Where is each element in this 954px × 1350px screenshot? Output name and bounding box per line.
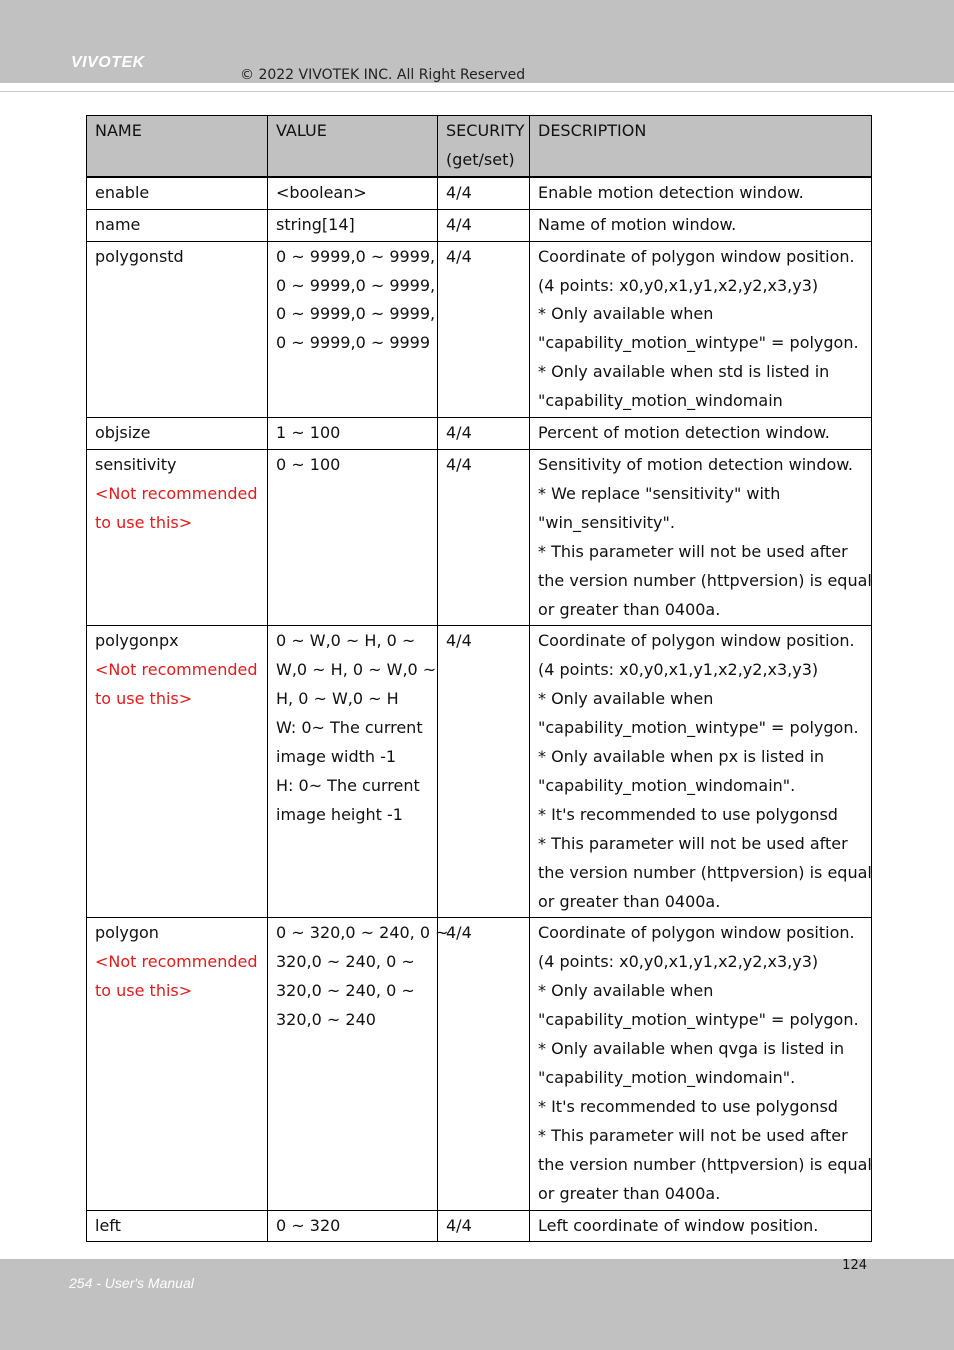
param-value-cell xyxy=(268,1210,438,1242)
param-security: 4/4 xyxy=(446,454,472,474)
param-security-cell xyxy=(438,418,530,450)
param-value: 320,0 ~ 240 xyxy=(276,1010,376,1030)
column-header-security-line: SECURITY xyxy=(446,121,525,140)
param-description-cell xyxy=(530,449,872,625)
param-name: objsize xyxy=(95,423,151,443)
param-description: Left coordinate of window position. xyxy=(538,1215,819,1235)
table-row xyxy=(87,449,872,625)
param-description: * This parameter will not be used after xyxy=(538,541,848,561)
table-row xyxy=(87,626,872,918)
param-value: W,0 ~ H, 0 ~ W,0 ~ xyxy=(276,660,437,680)
param-name: polygonpx xyxy=(95,631,179,651)
param-name: polygonstd xyxy=(95,246,184,266)
param-name: name xyxy=(95,214,141,234)
param-security-cell xyxy=(438,626,530,918)
param-description: Percent of motion detection window. xyxy=(538,423,830,443)
param-description: the version number (httpversion) is equal xyxy=(538,862,872,882)
param-description: "capability_motion_windomain". xyxy=(538,775,796,795)
param-description-cell xyxy=(530,177,872,209)
param-security-cell xyxy=(438,241,530,417)
param-description: "capability_motion_windomain xyxy=(538,391,783,411)
table-row xyxy=(87,209,872,241)
param-security: 4/4 xyxy=(446,631,472,651)
param-description: * Only available when xyxy=(538,689,714,709)
param-description: (4 points: x0,y0,x1,y1,x2,y2,x3,y3) xyxy=(538,952,819,972)
param-value: H: 0~ The current xyxy=(276,775,420,795)
table-row xyxy=(87,918,872,1210)
not-recommended-note: <Not recommended xyxy=(95,660,258,680)
param-value: 0 ~ 320 xyxy=(276,1215,341,1235)
param-security: 4/4 xyxy=(446,214,472,234)
param-name: left xyxy=(95,1215,121,1235)
param-value-cell xyxy=(268,918,449,1210)
param-value: image height -1 xyxy=(276,804,403,824)
param-value: 320,0 ~ 240, 0 ~ xyxy=(276,981,415,1001)
param-description-cell xyxy=(530,241,872,417)
param-security-cell xyxy=(438,209,530,241)
param-value: 0 ~ W,0 ~ H, 0 ~ xyxy=(276,631,416,651)
not-recommended-note: to use this> xyxy=(95,689,193,709)
footer-band xyxy=(0,1259,954,1350)
table-header-row xyxy=(87,116,872,177)
param-name: polygon xyxy=(95,923,159,943)
param-description: the version number (httpversion) is equal xyxy=(538,570,872,590)
brand-logo: VIVOTEK xyxy=(71,54,145,71)
param-value-cell xyxy=(268,177,438,209)
param-value-cell xyxy=(268,449,438,625)
param-security: 4/4 xyxy=(446,1215,472,1235)
manual-label: 254 - User's Manual xyxy=(69,1275,194,1291)
param-description: * Only available when xyxy=(538,304,714,324)
param-description: * Only available when qvga is listed in xyxy=(538,1039,845,1059)
param-security: 4/4 xyxy=(446,423,472,443)
param-description: or greater than 0400a. xyxy=(538,1183,721,1203)
param-description: * We replace "sensitivity" with xyxy=(538,483,781,503)
param-security-cell xyxy=(438,1210,530,1242)
not-recommended-note: <Not recommended xyxy=(95,483,258,503)
param-description: Coordinate of polygon window position. xyxy=(538,246,855,266)
param-description: (4 points: x0,y0,x1,y1,x2,y2,x3,y3) xyxy=(538,660,819,680)
parameter-table xyxy=(86,115,872,1242)
param-security: 4/4 xyxy=(446,246,472,266)
param-value: 0 ~ 100 xyxy=(276,454,341,474)
param-description: "win_sensitivity". xyxy=(538,512,675,532)
column-header-description: DESCRIPTION xyxy=(530,116,872,177)
param-description: "capability_motion_windomain". xyxy=(538,1068,796,1087)
param-description: (4 points: x0,y0,x1,y1,x2,y2,x3,y3) xyxy=(538,275,819,295)
param-description: * Only available when xyxy=(538,981,714,1001)
param-description: Coordinate of polygon window position. xyxy=(538,631,855,651)
param-description: * This parameter will not be used after xyxy=(538,1125,848,1145)
column-header-security-line: (get/set) xyxy=(446,149,515,169)
not-recommended-note: to use this> xyxy=(95,981,193,1001)
param-value: image width -1 xyxy=(276,747,397,767)
param-name-cell xyxy=(87,626,268,918)
param-description: Coordinate of polygon window position. xyxy=(538,923,855,943)
param-value: W: 0~ The current xyxy=(276,718,423,738)
table-row xyxy=(87,241,872,417)
param-description: "capability_motion_wintype" = polygon. xyxy=(538,718,859,738)
param-name-cell xyxy=(87,449,268,625)
param-description: * Only available when px is listed in xyxy=(538,747,825,767)
param-description-cell xyxy=(530,1210,872,1242)
not-recommended-note: <Not recommended xyxy=(95,952,258,972)
param-value-cell xyxy=(268,209,438,241)
table-row xyxy=(87,177,872,209)
copyright-notice: © 2022 VIVOTEK INC. All Right Reserved xyxy=(240,67,526,83)
param-description: "capability_motion_wintype" = polygon. xyxy=(538,333,859,353)
param-description: or greater than 0400a. xyxy=(538,891,721,911)
table-row xyxy=(87,1210,872,1242)
param-value-cell xyxy=(268,626,438,918)
param-name-cell xyxy=(87,209,268,241)
param-value: H, 0 ~ W,0 ~ H xyxy=(276,689,399,709)
param-description: Enable motion detection window. xyxy=(538,182,804,202)
param-description: * It's recommended to use polygonsd xyxy=(538,804,838,824)
param-description-cell xyxy=(530,918,872,1210)
param-description-cell xyxy=(530,626,872,918)
param-description-cell xyxy=(530,209,872,241)
param-description: Name of motion window. xyxy=(538,214,737,234)
param-security-cell xyxy=(438,177,530,209)
param-value-cell xyxy=(268,418,438,450)
param-value-cell xyxy=(268,241,438,417)
param-value: 0 ~ 320,0 ~ 240, 0 ~ xyxy=(276,923,449,943)
param-value: <boolean> xyxy=(276,182,367,202)
column-header-security xyxy=(438,116,530,177)
column-header-value: VALUE xyxy=(268,116,438,177)
param-value: 0 ~ 9999,0 ~ 9999, xyxy=(276,275,436,295)
param-description: the version number (httpversion) is equal xyxy=(538,1154,872,1174)
param-value: 0 ~ 9999,0 ~ 9999 xyxy=(276,333,431,353)
param-name-cell xyxy=(87,241,268,417)
param-description: * This parameter will not be used after xyxy=(538,833,848,853)
param-value: 0 ~ 9999,0 ~ 9999, xyxy=(276,246,436,266)
param-name-cell xyxy=(87,177,268,209)
param-description: * It's recommended to use polygonsd xyxy=(538,1096,838,1116)
table-body xyxy=(87,177,872,1242)
param-name-cell xyxy=(87,1210,268,1242)
param-security: 4/4 xyxy=(446,182,472,202)
not-recommended-note: to use this> xyxy=(95,512,193,532)
param-value: 0 ~ 9999,0 ~ 9999, xyxy=(276,304,436,324)
param-security: 4/4 xyxy=(446,923,472,943)
param-description: "capability_motion_wintype" = polygon. xyxy=(538,1010,859,1030)
param-description-cell xyxy=(530,418,872,450)
param-name-cell xyxy=(87,918,268,1210)
param-security-cell xyxy=(438,449,530,625)
param-name-cell xyxy=(87,418,268,450)
param-value: 320,0 ~ 240, 0 ~ xyxy=(276,952,415,972)
param-value: 1 ~ 100 xyxy=(276,423,341,443)
param-description: * Only available when std is listed in xyxy=(538,362,830,382)
param-security-cell xyxy=(438,918,530,1210)
param-description: Sensitivity of motion detection window. xyxy=(538,454,853,474)
table-row xyxy=(87,418,872,450)
page-number: 124 xyxy=(842,1258,867,1273)
column-header-name: NAME xyxy=(87,116,268,177)
param-value: string[14] xyxy=(276,214,355,234)
param-name: enable xyxy=(95,182,150,202)
header-divider xyxy=(0,91,954,92)
param-description: or greater than 0400a. xyxy=(538,599,721,619)
param-name: sensitivity xyxy=(95,454,177,474)
